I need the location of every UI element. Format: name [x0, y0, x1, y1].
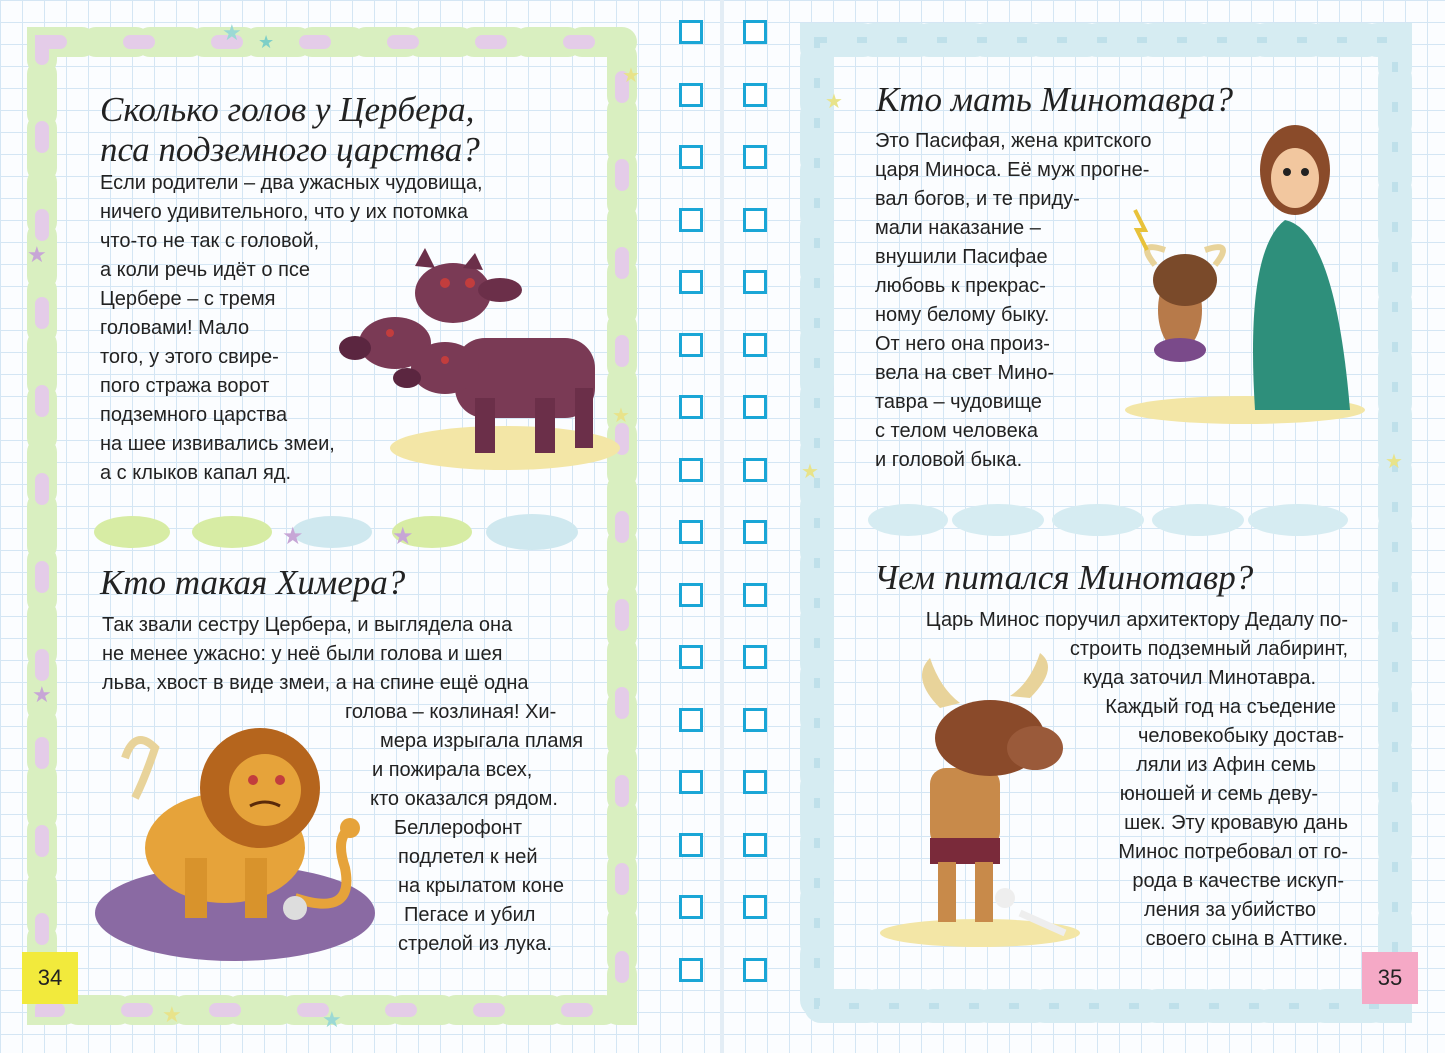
text-line: шек. Эту кровавую дань: [1124, 812, 1348, 834]
book-gutter: [720, 0, 724, 1053]
text-line: а с клыков капал яд.: [100, 462, 292, 484]
title-line: пса подземного царства?: [100, 130, 480, 169]
text-line: подлетел к ней: [398, 846, 538, 868]
text-line: человекобыку достав-: [1137, 725, 1344, 747]
title-line: Сколько голов у Цербера,: [100, 90, 475, 129]
text-line: вела на свет Мино-: [875, 362, 1055, 384]
text-line: тавра – чудовище: [875, 391, 1042, 413]
text-line: кто оказался рядом.: [370, 788, 558, 810]
svg-text:★: ★: [801, 461, 819, 483]
text-line: голова – козлиная! Хи-: [345, 701, 557, 723]
svg-text:★: ★: [282, 523, 304, 550]
section-divider-clouds: [92, 510, 582, 554]
text-line: Это Пасифая, жена критского: [875, 130, 1152, 152]
text-line: мали наказание –: [875, 217, 1041, 239]
chimera-question-title: Кто такая Химера?: [100, 563, 406, 602]
text-line: ляли из Афин семь: [1136, 754, 1316, 776]
minotaur-mother-question-title: Кто мать Минотавра?: [876, 80, 1233, 119]
checkbox[interactable]: [679, 770, 703, 794]
chimera-illustration: [95, 718, 385, 968]
checkbox[interactable]: [679, 20, 703, 44]
minotaur-illustration: [880, 648, 1085, 948]
text-line: Если родители – два ужасных чудовища,: [100, 172, 483, 194]
checkbox[interactable]: [679, 645, 703, 669]
text-line: стрелой из лука.: [398, 933, 552, 955]
checkbox[interactable]: [679, 395, 703, 419]
checkbox[interactable]: [679, 520, 703, 544]
svg-text:★: ★: [32, 682, 52, 707]
text-line: своего сына в Аттике.: [1145, 928, 1348, 950]
text-line: ления за убийство: [1144, 899, 1316, 921]
text-line: не менее ужасно: у неё были голова и шея: [102, 643, 503, 665]
checkbox-column-left: [679, 20, 709, 1020]
checkbox[interactable]: [679, 833, 703, 857]
svg-text:★: ★: [322, 1007, 342, 1030]
checkbox[interactable]: [743, 958, 767, 982]
checkbox[interactable]: [679, 958, 703, 982]
text-line: и головой быка.: [875, 449, 1023, 471]
text-line: Каждый год на съедение: [1105, 696, 1336, 718]
checkbox[interactable]: [679, 208, 703, 232]
checkbox[interactable]: [743, 770, 767, 794]
text-line: Беллерофонт: [394, 817, 523, 839]
text-line: От него она произ-: [875, 333, 1050, 355]
checkbox[interactable]: [679, 270, 703, 294]
page-number-left: 34: [22, 952, 78, 1004]
svg-text:★: ★: [258, 32, 275, 52]
checkbox[interactable]: [743, 458, 767, 482]
text-line: Цербере – с тремя: [100, 288, 276, 310]
text-line: и пожирала всех,: [372, 759, 533, 781]
svg-text:★: ★: [27, 242, 47, 267]
checkbox[interactable]: [743, 895, 767, 919]
svg-text:★: ★: [612, 405, 630, 427]
checkbox-column-right: [743, 20, 773, 1020]
checkbox[interactable]: [679, 708, 703, 732]
checkbox[interactable]: [743, 333, 767, 357]
text-line: того, у этого свире-: [100, 346, 279, 368]
page-number-right: 35: [1362, 952, 1418, 1004]
text-line: внушили Пасифае: [875, 246, 1048, 268]
text-line: Минос потребовал от го-: [1118, 841, 1348, 863]
checkbox[interactable]: [743, 645, 767, 669]
checkbox[interactable]: [743, 583, 767, 607]
svg-text:★: ★: [622, 65, 640, 87]
cerberus-question-title: [100, 90, 480, 170]
text-line: Так звали сестру Цербера, и выглядела она: [102, 614, 513, 636]
checkbox[interactable]: [679, 458, 703, 482]
checkbox[interactable]: [679, 895, 703, 919]
checkbox[interactable]: [743, 395, 767, 419]
checkbox[interactable]: [743, 833, 767, 857]
text-line: строить подземный лабиринт,: [1069, 638, 1348, 660]
text-line: куда заточил Минотавра.: [1083, 667, 1316, 689]
checkbox[interactable]: [743, 208, 767, 232]
text-line: Пегасе и убил: [404, 904, 536, 926]
checkbox[interactable]: [743, 520, 767, 544]
text-line: рода в качестве искуп-: [1132, 870, 1344, 892]
checkbox[interactable]: [679, 83, 703, 107]
text-line: ничего удивительного, что у их потомка: [100, 201, 468, 223]
text-line: юношей и семь деву-: [1119, 783, 1318, 805]
text-line: Царь Минос поручил архитектору Дедалу по-: [925, 609, 1348, 631]
checkbox[interactable]: [743, 145, 767, 169]
checkbox[interactable]: [679, 583, 703, 607]
text-line: пого стража ворот: [100, 375, 270, 397]
section-divider-clouds: [868, 500, 1358, 540]
checkbox[interactable]: [743, 20, 767, 44]
text-line: головами! Мало: [100, 317, 250, 339]
checkbox[interactable]: [743, 270, 767, 294]
checkbox[interactable]: [679, 145, 703, 169]
text-line: льва, хвост в виде змеи, а на спине ещё одна: [102, 672, 529, 694]
svg-text:★: ★: [222, 22, 242, 45]
text-line: вал богов, и те приду-: [875, 188, 1080, 210]
pasiphae-minotaur-illustration: [1095, 100, 1370, 430]
text-line: на шее извивались змеи,: [100, 433, 335, 455]
minotaur-food-question-title: Чем питался Минотавр?: [874, 558, 1254, 597]
text-line: а коли речь идёт о псе: [100, 259, 311, 281]
cerberus-illustration: [335, 248, 625, 478]
checkbox[interactable]: [743, 83, 767, 107]
checkbox[interactable]: [679, 333, 703, 357]
checkbox[interactable]: [743, 708, 767, 732]
svg-text:★: ★: [825, 91, 843, 113]
svg-text:★: ★: [392, 523, 414, 550]
text-line: подземного царства: [100, 404, 288, 426]
text-line: что-то не так с головой,: [100, 230, 320, 252]
text-line: царя Миноса. Её муж прогне-: [875, 159, 1150, 181]
svg-text:★: ★: [1385, 451, 1403, 473]
text-line: на крылатом коне: [398, 875, 564, 897]
svg-text:★: ★: [162, 1002, 182, 1027]
text-line: ному белому быку.: [875, 304, 1050, 326]
text-line: с телом человека: [875, 420, 1039, 442]
text-line: мера изрыгала пламя: [380, 730, 584, 752]
text-line: любовь к прекрас-: [875, 275, 1046, 297]
